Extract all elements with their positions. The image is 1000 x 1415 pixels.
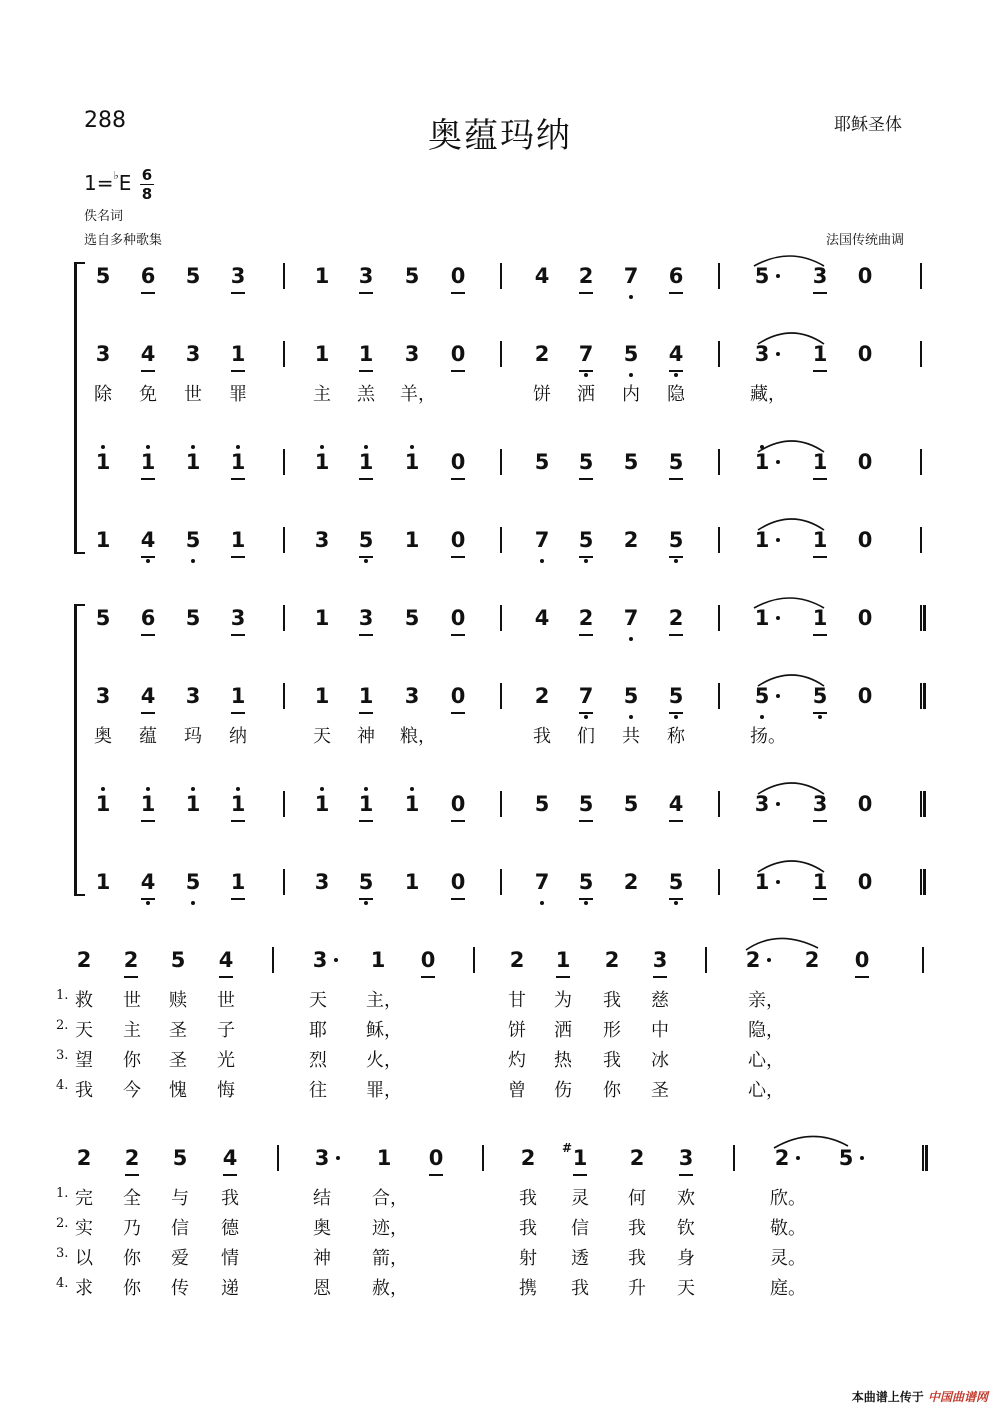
- note-digit: 1: [358, 450, 374, 474]
- lyric-char: 欢: [677, 1188, 695, 1209]
- note-digit: 0: [450, 528, 466, 552]
- note-digit: 1: [314, 450, 330, 474]
- note-digit: 4: [218, 948, 234, 972]
- note-digit: 1: [95, 450, 111, 474]
- note-digit: 4: [534, 264, 550, 288]
- lyric-char: 以: [75, 1248, 93, 1269]
- slur: [774, 1136, 848, 1148]
- lyric-char: 饼: [508, 1020, 526, 1041]
- lyric-char: 庭。: [770, 1278, 806, 1299]
- slur: [758, 783, 824, 794]
- note-digit: 3: [812, 792, 828, 816]
- lyric-char: 曾: [508, 1080, 526, 1101]
- lyric-char: 我: [75, 1080, 93, 1101]
- lyric-char: 你: [123, 1050, 141, 1071]
- note-digit: 5: [623, 342, 639, 366]
- note-digit: 2: [124, 1146, 140, 1170]
- lyric-char: 往: [309, 1080, 327, 1101]
- lyric-char: 隐，: [748, 1020, 784, 1041]
- note-digit: 5: [578, 792, 594, 816]
- note-digit: 0: [857, 342, 873, 366]
- lyric-char: 亲，: [748, 990, 784, 1011]
- lyric-char: 敬。: [770, 1218, 806, 1239]
- slur: [758, 861, 824, 872]
- lyric-char: 主: [313, 384, 331, 405]
- note-digit: 1: [754, 606, 770, 630]
- key-prefix: 1=: [84, 171, 114, 195]
- note-digit: 6: [140, 606, 156, 630]
- lyric-char: 你: [123, 1278, 141, 1299]
- lyric-char: 烈: [309, 1050, 327, 1071]
- note-digit: 2: [578, 264, 594, 288]
- lyric-char: 蕴: [139, 726, 157, 747]
- note-digit: 1: [230, 450, 246, 474]
- lyric-char: 恩: [313, 1278, 331, 1299]
- note-digit: 3: [358, 606, 374, 630]
- note-digit: 4: [140, 342, 156, 366]
- slur: [758, 675, 824, 686]
- note-digit: 2: [534, 684, 550, 708]
- lyric-char: 圣: [651, 1080, 669, 1101]
- lyric-char: 救: [75, 990, 93, 1011]
- footer-upload-note: [852, 1388, 988, 1405]
- lyric-char: 光: [217, 1050, 235, 1071]
- composer: 法国传统曲调: [826, 233, 905, 248]
- hymn-number: 288: [84, 108, 126, 133]
- lyric-char: 羔: [357, 384, 375, 405]
- note-digit: 1: [754, 528, 770, 552]
- lyric-char: 稣，: [366, 1020, 402, 1041]
- note-digit: 2: [123, 948, 139, 972]
- lyric-char: 我: [571, 1278, 589, 1299]
- lyric-char: 与: [171, 1188, 189, 1209]
- note-digit: 1: [358, 684, 374, 708]
- note-digit: 1: [555, 948, 571, 972]
- lyric-char: 热: [554, 1050, 572, 1071]
- footer-brand-logo: 中国曲谱网: [927, 1390, 988, 1404]
- note-digit: 5: [95, 264, 111, 288]
- lyric-char: 内: [622, 384, 640, 405]
- note-digit: 3: [95, 684, 111, 708]
- footer-text: 本曲谱上传于: [851, 1390, 924, 1404]
- lyric-char: 天: [309, 990, 327, 1011]
- note-digit: 0: [420, 948, 436, 972]
- note-digit: 5: [623, 684, 639, 708]
- note-digit: 3: [754, 792, 770, 816]
- note-digit: 6: [140, 264, 156, 288]
- lyric-char: 完: [75, 1188, 93, 1209]
- note-digit: 2: [668, 606, 684, 630]
- note-digit: 5: [534, 792, 550, 816]
- lyric-char: 主: [123, 1020, 141, 1041]
- note-digit: 4: [222, 1146, 238, 1170]
- time-denominator: 8: [141, 185, 153, 203]
- note-digit: 3: [358, 264, 374, 288]
- note-digit: 5: [623, 792, 639, 816]
- lyric-char: 奥: [313, 1218, 331, 1239]
- note-digit: 0: [857, 606, 873, 630]
- lyric-char: 爱: [171, 1248, 189, 1269]
- lyric-char: 心，: [748, 1080, 784, 1101]
- lyric-char: 愧: [169, 1080, 187, 1101]
- note-digit: 0: [857, 684, 873, 708]
- note-digit: 4: [140, 684, 156, 708]
- lyric-char: 你: [603, 1080, 621, 1101]
- lyric-char: 身: [677, 1248, 695, 1269]
- lyric-char: 迹，: [372, 1218, 408, 1239]
- note-digit: 1: [230, 870, 246, 894]
- lyric-char: 乃: [123, 1218, 141, 1239]
- note-digit: 7: [534, 528, 550, 552]
- note-digit: 5: [358, 870, 374, 894]
- lyric-char: 藏，: [750, 384, 786, 405]
- lyric-char: 免: [139, 384, 157, 405]
- lyric-char: 粮，: [400, 726, 436, 747]
- note-digit: 1: [376, 1146, 392, 1170]
- note-digit: 7: [578, 342, 594, 366]
- note-digit: 5: [185, 606, 201, 630]
- note-digit: 1: [314, 342, 330, 366]
- note-digit: 3: [404, 684, 420, 708]
- lyric-char: 望: [75, 1050, 93, 1071]
- slur: [758, 519, 824, 530]
- hymn-title: 奥蕴玛纳: [428, 116, 572, 156]
- lyric-char: 我: [603, 1050, 621, 1071]
- lyric-char: 圣: [169, 1020, 187, 1041]
- lyric-char: 罪: [229, 384, 247, 405]
- lyric-char: 情: [221, 1248, 239, 1269]
- note-digit: 2: [774, 1146, 790, 1170]
- note-digit: 5: [623, 450, 639, 474]
- lyric-char: 称: [667, 726, 685, 747]
- lyric-char: 我: [221, 1188, 239, 1209]
- lyric-char: 灵。: [770, 1248, 806, 1269]
- note-digit: 3: [652, 948, 668, 972]
- note-digit: 1: [230, 792, 246, 816]
- verse-number: 3.: [56, 1246, 69, 1261]
- note-digit: 5: [668, 870, 684, 894]
- note-digit: 2: [509, 948, 525, 972]
- note-digit: 0: [450, 870, 466, 894]
- lyric-char: 羊，: [400, 384, 436, 405]
- lyric-char: 结: [313, 1188, 331, 1209]
- lyric-char: 冰: [651, 1050, 669, 1071]
- note-digit: 2: [623, 528, 639, 552]
- note-digit: 1: [812, 450, 828, 474]
- note-digit: 0: [857, 870, 873, 894]
- note-digit: 1: [812, 606, 828, 630]
- flat-sign: ♭: [113, 169, 119, 183]
- lyric-char: 罪，: [366, 1080, 402, 1101]
- note-digit: 2: [604, 948, 620, 972]
- note-digit: 1: [812, 528, 828, 552]
- slur: [758, 441, 824, 452]
- note-digit: 1: [358, 342, 374, 366]
- lyric-char: 世: [123, 990, 141, 1011]
- sharp-sign: #: [562, 1141, 573, 1155]
- lyric-char: 升: [628, 1278, 646, 1299]
- lyric-char: 中: [651, 1020, 669, 1041]
- verse-number: 2.: [56, 1216, 69, 1231]
- lyric-char: 子: [217, 1020, 235, 1041]
- lyric-char: 我: [519, 1218, 537, 1239]
- lyric-char: 隐: [667, 384, 685, 405]
- time-numerator: 6: [141, 166, 153, 184]
- note-digit: 7: [623, 606, 639, 630]
- note-digit: 5: [534, 450, 550, 474]
- lyric-char: 为: [554, 990, 572, 1011]
- note-digit: 2: [578, 606, 594, 630]
- note-digit: 2: [623, 870, 639, 894]
- note-digit: 5: [185, 264, 201, 288]
- note-digit: 5: [185, 870, 201, 894]
- note-digit: 1: [140, 792, 156, 816]
- lyric-char: 灵: [571, 1188, 589, 1209]
- lyric-char: 火，: [366, 1050, 402, 1071]
- note-digit: 3: [314, 1146, 330, 1170]
- note-digit: 1: [230, 342, 246, 366]
- note-digit: 0: [857, 792, 873, 816]
- note-digit: 1: [812, 342, 828, 366]
- note-digit: 0: [857, 450, 873, 474]
- note-digit: 2: [534, 342, 550, 366]
- slur: [758, 333, 824, 344]
- note-digit: 3: [185, 342, 201, 366]
- note-digit: 1: [140, 450, 156, 474]
- note-digit: 4: [668, 792, 684, 816]
- note-digit: 5: [838, 1146, 854, 1170]
- lyric-char: 奥: [94, 726, 112, 747]
- verse-number: 1.: [56, 1186, 69, 1201]
- lyric-char: 共: [622, 726, 640, 747]
- note-digit: 1: [404, 870, 420, 894]
- note-digit: 0: [857, 528, 873, 552]
- note-digit: 5: [754, 684, 770, 708]
- note-digit: 1: [95, 792, 111, 816]
- lyric-char: 们: [577, 726, 595, 747]
- lyric-char: 天: [677, 1278, 695, 1299]
- lyric-char: 我: [519, 1188, 537, 1209]
- lyricist: 佚名词: [84, 209, 124, 224]
- note-digit: 2: [76, 1146, 92, 1170]
- note-digit: 5: [404, 606, 420, 630]
- note-digit: 1: [572, 1146, 588, 1170]
- lyric-char: 洒: [554, 1020, 572, 1041]
- key-letter: E: [118, 171, 132, 195]
- note-digit: 3: [314, 528, 330, 552]
- note-digit: 5: [668, 450, 684, 474]
- note-digit: 2: [629, 1146, 645, 1170]
- note-digit: 4: [140, 528, 156, 552]
- lyric-char: 世: [217, 990, 235, 1011]
- note-digit: 2: [520, 1146, 536, 1170]
- note-digit: 1: [185, 450, 201, 474]
- note-digit: 3: [314, 870, 330, 894]
- lyric-char: 除: [94, 384, 112, 405]
- verse-number: 1.: [56, 988, 69, 1003]
- note-digit: 1: [185, 792, 201, 816]
- lyric-char: 伤: [554, 1080, 572, 1101]
- lyric-char: 世: [184, 384, 202, 405]
- lyric-char: 玛: [184, 726, 202, 747]
- lyric-char: 德: [221, 1218, 239, 1239]
- lyric-char: 心，: [748, 1050, 784, 1071]
- lyric-char: 圣: [169, 1050, 187, 1071]
- note-digit: 2: [745, 948, 761, 972]
- note-digit: 4: [140, 870, 156, 894]
- note-digit: 5: [172, 1146, 188, 1170]
- note-digit: 2: [76, 948, 92, 972]
- note-digit: 5: [578, 528, 594, 552]
- note-digit: 1: [754, 870, 770, 894]
- note-digit: 0: [450, 684, 466, 708]
- lyric-char: 我: [533, 726, 551, 747]
- lyric-char: 你: [123, 1248, 141, 1269]
- lyric-char: 洒: [577, 384, 595, 405]
- slur: [754, 598, 824, 608]
- note-digit: 0: [857, 264, 873, 288]
- verse-number: 2.: [56, 1018, 69, 1033]
- note-digit: 7: [534, 870, 550, 894]
- note-digit: 4: [534, 606, 550, 630]
- note-digit: 5: [754, 264, 770, 288]
- note-digit: 5: [668, 684, 684, 708]
- note-digit: 0: [450, 792, 466, 816]
- note-digit: 3: [754, 342, 770, 366]
- hymn-category: 耶稣圣体: [834, 115, 902, 135]
- note-digit: 3: [230, 264, 246, 288]
- note-digit: 1: [754, 450, 770, 474]
- note-digit: 1: [358, 792, 374, 816]
- note-digit: 1: [314, 606, 330, 630]
- note-digit: 0: [428, 1146, 444, 1170]
- note-digit: 7: [623, 264, 639, 288]
- lyric-char: 我: [603, 990, 621, 1011]
- verse-number: 4.: [56, 1276, 69, 1291]
- lyric-char: 我: [628, 1248, 646, 1269]
- lyric-char: 实: [75, 1218, 93, 1239]
- note-digit: 3: [230, 606, 246, 630]
- note-digit: 3: [185, 684, 201, 708]
- note-digit: 5: [185, 528, 201, 552]
- note-digit: 1: [404, 528, 420, 552]
- note-digit: 1: [314, 792, 330, 816]
- note-digit: 1: [230, 684, 246, 708]
- lyric-char: 灼: [508, 1050, 526, 1071]
- note-digit: 2: [804, 948, 820, 972]
- lyric-char: 求: [75, 1278, 93, 1299]
- slur: [746, 938, 818, 950]
- note-digit: 1: [95, 528, 111, 552]
- lyric-char: 信: [571, 1218, 589, 1239]
- lyric-char: 赎: [169, 990, 187, 1011]
- lyric-char: 天: [75, 1020, 93, 1041]
- note-digit: 3: [404, 342, 420, 366]
- note-digit: 5: [812, 684, 828, 708]
- lyric-char: 神: [357, 726, 375, 747]
- slur: [754, 256, 824, 266]
- lyric-char: 我: [628, 1218, 646, 1239]
- note-digit: 1: [95, 870, 111, 894]
- note-digit: 5: [578, 450, 594, 474]
- lyric-char: 饼: [533, 384, 551, 405]
- lyric-char: 天: [313, 726, 331, 747]
- source-note: 选自多种歌集: [84, 233, 163, 248]
- note-digit: 5: [358, 528, 374, 552]
- lyric-char: 透: [571, 1248, 589, 1269]
- verse-number: 3.: [56, 1048, 69, 1063]
- lyric-char: 形: [603, 1020, 621, 1041]
- note-digit: 0: [450, 264, 466, 288]
- note-digit: 7: [578, 684, 594, 708]
- note-digit: 3: [95, 342, 111, 366]
- note-digit: 0: [450, 606, 466, 630]
- note-digit: 5: [170, 948, 186, 972]
- note-digit: 3: [678, 1146, 694, 1170]
- lyric-char: 钦: [677, 1218, 695, 1239]
- lyric-char: 甘: [508, 990, 526, 1011]
- verse-number: 4.: [56, 1078, 69, 1093]
- lyric-char: 射: [519, 1248, 537, 1269]
- note-digit: 1: [812, 870, 828, 894]
- lyric-char: 赦，: [372, 1278, 408, 1299]
- note-digit: 1: [404, 792, 420, 816]
- note-digit: 1: [314, 684, 330, 708]
- note-digit: 5: [668, 528, 684, 552]
- note-digit: 5: [578, 870, 594, 894]
- lyric-char: 何: [628, 1188, 646, 1209]
- note-digit: 1: [404, 450, 420, 474]
- lyric-char: 扬。: [750, 726, 786, 747]
- lyric-char: 主，: [366, 990, 402, 1011]
- note-digit: 1: [370, 948, 386, 972]
- lyric-char: 递: [221, 1278, 239, 1299]
- note-digit: 5: [404, 264, 420, 288]
- lyric-char: 纳: [229, 726, 247, 747]
- note-digit: 3: [812, 264, 828, 288]
- note-digit: 1: [230, 528, 246, 552]
- note-digit: 3: [312, 948, 328, 972]
- lyric-char: 携: [519, 1278, 537, 1299]
- lyric-char: 悔: [217, 1080, 235, 1101]
- lyric-char: 传: [171, 1278, 189, 1299]
- lyric-char: 神: [313, 1248, 331, 1269]
- note-digit: 0: [854, 948, 870, 972]
- lyric-char: 箭，: [372, 1248, 408, 1269]
- note-digit: 5: [95, 606, 111, 630]
- lyric-char: 欣。: [770, 1188, 806, 1209]
- note-digit: 6: [668, 264, 684, 288]
- lyric-char: 慈: [651, 990, 669, 1011]
- lyric-char: 全: [123, 1188, 141, 1209]
- note-digit: 0: [450, 342, 466, 366]
- note-digit: 1: [314, 264, 330, 288]
- lyric-char: 今: [123, 1080, 141, 1101]
- lyric-char: 耶: [309, 1020, 327, 1041]
- note-digit: 0: [450, 450, 466, 474]
- lyric-char: 合，: [372, 1188, 408, 1209]
- note-digit: 4: [668, 342, 684, 366]
- lyric-char: 信: [171, 1218, 189, 1239]
